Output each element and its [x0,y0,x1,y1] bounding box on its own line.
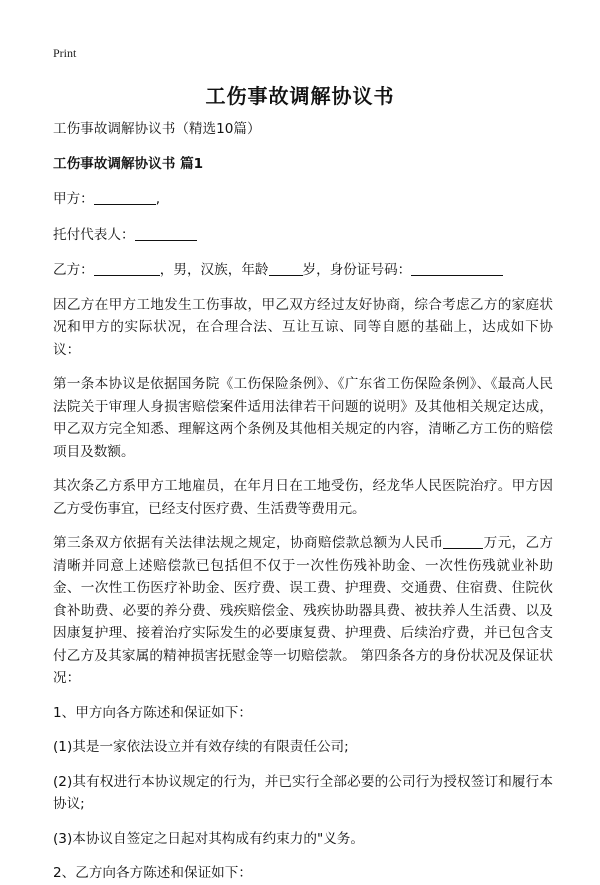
party-b-age-blank [269,261,303,276]
list-item: (1)其是一家依法设立并有效存续的有限责任公司; [53,739,349,755]
party-b-id-blank [411,261,503,276]
paragraph-article-1: 第一条本协议是依据国务院《工伤保险条例》、《广东省工伤保险条例》、《最高人民法院关于审理人身损害赔偿案件适用法律若干问题的说明》及其他相关规定达成，甲乙双方完全知悉、理解这两个条例及其他相关规定的内容，清晰乙方工伤的赔偿项目及数额。 [53,376,553,460]
document-body [53,118,553,885]
list-item: 1、甲方向各方陈述和保证如下： [53,704,252,721]
amount-blank [443,534,483,549]
list-item: 2、乙方向各方陈述和保证如下： [53,865,252,881]
document-title: 工伤事故调解协议书 [205,84,395,108]
agent-blank [135,226,197,241]
agent-label: 托付代表人： [53,226,135,243]
document-subtitle: 工伤事故调解协议书（精选10篇） [53,121,261,137]
agent-line [53,224,553,247]
list-item: (3)本协议自签定之日起对其构成有约束力的"义务。 [53,830,364,847]
paragraph-article-3 [53,532,553,690]
article-3-before: 第三条双方依据有关法律法规之规定，协商赔偿款总额为人民币 [53,535,444,551]
party-b-age-unit: 岁，身份证号码： [302,262,412,278]
party-a-label: 甲方： [53,191,94,207]
party-a-line: 甲方： , [53,191,161,207]
party-b-label: 乙方： [53,262,94,278]
section-heading: 工伤事故调解协议书 篇1 [53,155,204,172]
party-b-gender: ，男，汉族，年龄 [159,262,269,278]
paragraph-article-2: 其次条乙方系甲方工地雇员，在年月日在工地受伤，经龙华人民医院治疗。甲方因乙方受伤事宜，已经支付医疗费、生活费等费用元。 [53,478,553,517]
print-label: Print [53,46,77,60]
party-b-line [53,259,553,282]
party-b-name-blank [94,261,160,276]
list-item: (2)其有权进行本协议规定的行为，并已实行全部必要的公司行为授权签订和履行本协议; [53,773,553,812]
article-3-after: 万元，乙方清晰并同意上述赔偿款已包括但不仅于一次性伤残补助金、一次性伤残就业补助金、一次性工伤医疗补助金、医疗费、误工费、护理费、交通费、住宿费、住院伙食补助费、必要的养分费、残疾赔偿金、残疾协助器具费、被扶养人生活费、以及因康复护理、接着治疗实际发生的必要康复费、护理费、后续治疗费，并已包含支付乙方及其家属的精神损害抚慰金等一切赔偿款。 第四条各方的身份状况及保证状况： [53,535,554,686]
party-a-blank [94,190,156,205]
paragraph-intro: 因乙方在甲方工地发生工伤事故，甲乙双方经过友好协商，综合考虑乙方的家庭状况和甲方的实际状况，在合理合法、互让互谅、同等自愿的基础上，达成如下协议： [53,296,553,358]
